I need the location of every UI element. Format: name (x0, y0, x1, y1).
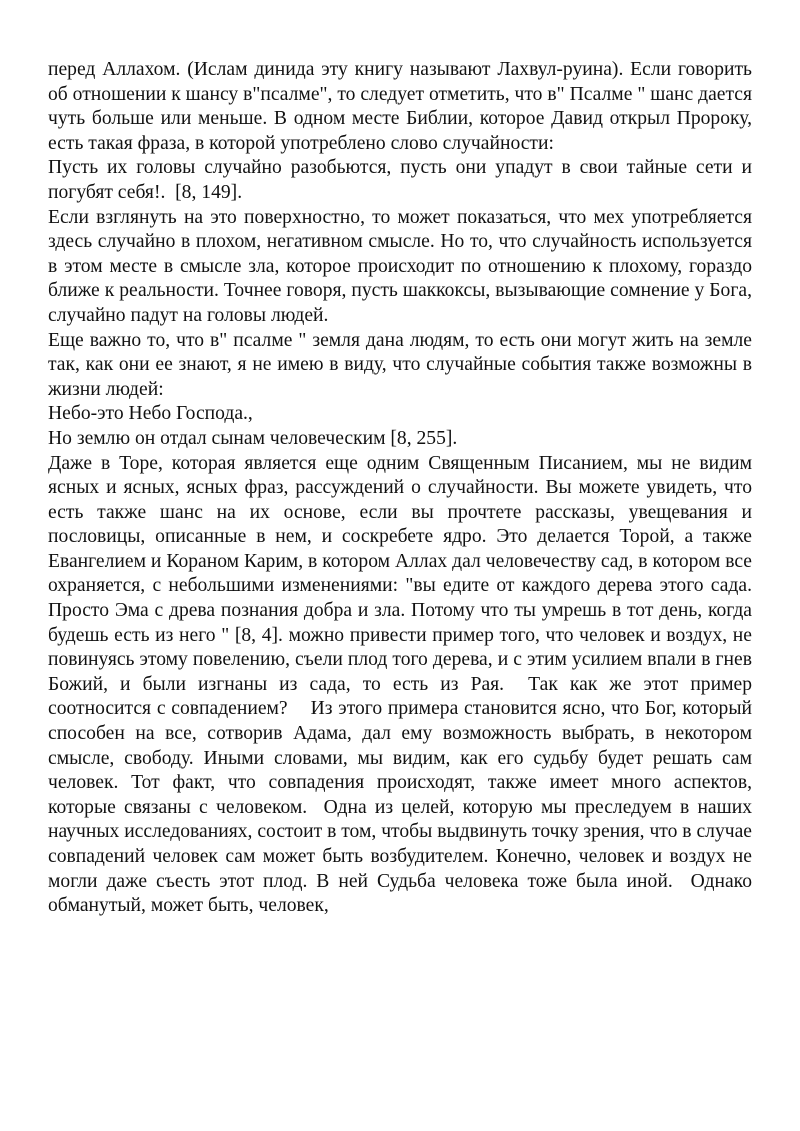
document-page (48, 58, 757, 919)
paragraph-psalm-quote-2a: Небо-это Небо Господа., (48, 403, 253, 425)
paragraph-torah: Даже в Торе, которая является еще одним Священным Писанием, мы не видим ясных и ясных, ясных фраз, рассуждений о случайности. Вы можете увидеть, что есть также шанс на их основе, если вы прочтете рассказы, увещевания и пословицы, описанные в нем, и соскребете ядро. Это делается Торой, а также Евангелием и Кораном Карим, в котором Аллах дал человечеству сад, в котором все охраняется, с небольшими изменениями: "вы едите от каждого дерева этого сада. Просто Эма с древа познания добра и зла. Потому что ты умрешь в тот день, когда будешь есть из него " [8, 4]. можно привести пример того, что человек и воздух, не повинуясь этому повелению, съели плод того дерева, и с этим усилием впали в гнев Божий, и были изгнаны из сада, то есть из Рая. Так как же этот пример соотносится с совпадением? Из этого примера становится ясно, что Бог, который способен на все, сотворив Адама, дал ему возможность выбрать, в некотором смысле, свободу. Иными словами, мы видим, как его судьбу будет решать сам человек. Тот факт, что совпадения происходят, также имеет много аспектов, которые связаны с человеком. Одна из целей, которую мы преследуем в наших научных исследованиях, состоит в том, чтобы выдвинуть точку зрения, что в случае совпадений человек сам может быть возбудителем. Конечно, человек и воздух не могли даже съесть этот плод. В ней Судьба человека тоже была иной. Однако обманутый, может быть, человек, (48, 452, 757, 917)
paragraph-interpretation: Если взглянуть на это поверхностно, то может показаться, что мех употребляется здесь случайно в плохом, негативном смысле. Но то, что случайность используется в этом месте в смысле зла, которое происходит по отношению к плохому, гораздо ближе к реальности. Точнее говоря, пусть шаккоксы, вызывающие сомнение у Бога, случайно падут на головы людей. (48, 206, 757, 326)
paragraph-earth-given: Еще важно то, что в" псалме " земля дана людям, то есть они могут жить на земле так, как они ее знают, я не имею в виду, что случайные события также возможны в жизни людей: (48, 329, 757, 400)
paragraph-psalm-quote-2b: Но землю он отдал сынам человеческим [8, 255]. (48, 427, 458, 449)
paragraph-intro: перед Аллахом. (Ислам динида эту книгу называют Лахвул-руина). Если говорить об отношении к шансу в"псалме", то следует отметить, что в" Псалме " шанс дается чуть больше или меньше. В одном месте Библии, которое Давид открыл Пророку, есть такая фраза, в которой употреблено слово случайности: (48, 59, 757, 154)
paragraph-psalm-quote-1: Пусть их головы случайно разобьются, пусть они упадут в свои тайные сети и погубят себя!. [8, 149]. (48, 157, 757, 203)
